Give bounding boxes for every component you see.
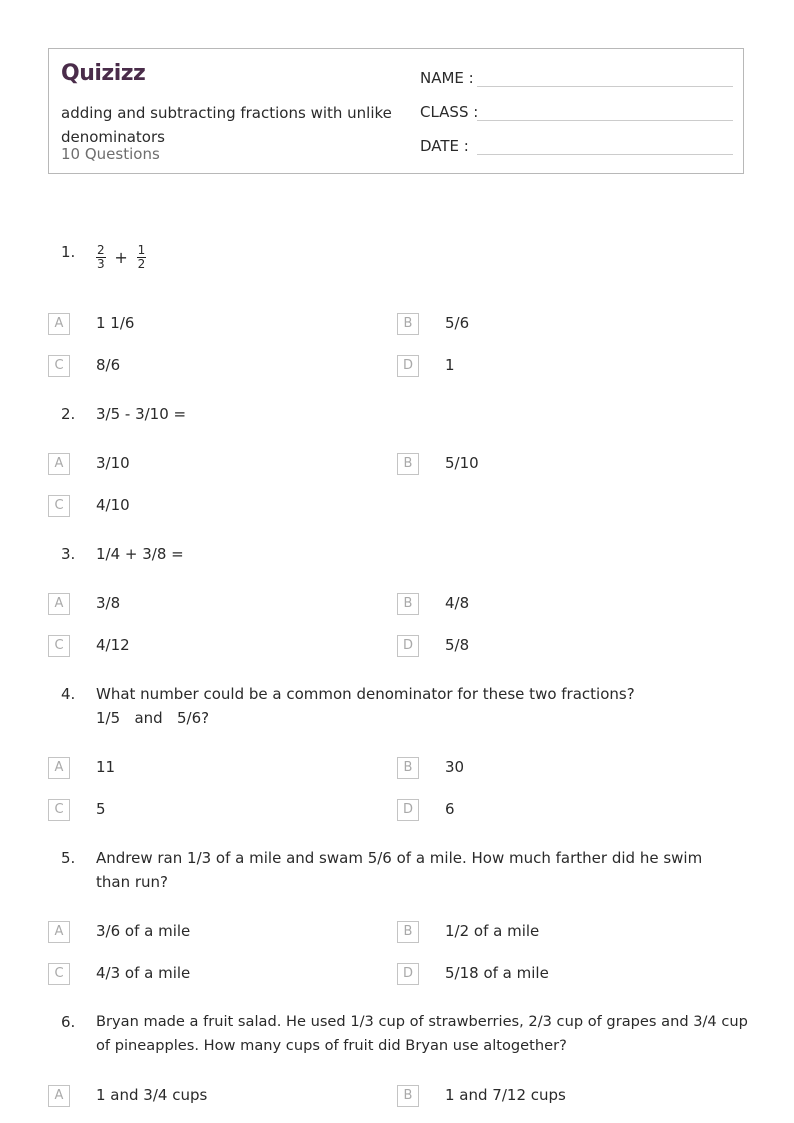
option-letter-box[interactable]: A [48,453,70,475]
name-line[interactable] [477,86,733,87]
option-text: 3/6 of a mile [96,922,191,940]
quizizz-logo [61,59,153,85]
denominator: 3 [97,257,105,271]
numerator: 2 [97,243,105,257]
answer-option[interactable] [48,635,348,659]
question-text: 3/5 - 3/10 = [96,405,187,423]
question-number: 6. [61,1013,76,1031]
question-count: 10 Questions [61,145,160,163]
svg-text:Quizizz: Quizizz [61,61,146,85]
answer-option[interactable] [397,921,697,945]
option-letter-box[interactable]: C [48,635,70,657]
option-text: 1 and 3/4 cups [96,1086,208,1104]
option-letter-box[interactable]: D [397,635,419,657]
option-text: 5/18 of a mile [445,964,549,982]
answer-option[interactable] [48,355,348,379]
answer-option[interactable] [48,593,348,617]
option-text: 1/2 of a mile [445,922,540,940]
option-text: 1 [445,356,455,374]
option-text: 5 [96,800,106,818]
date-field[interactable] [420,137,469,155]
answer-option[interactable] [397,757,697,781]
option-text: 3/8 [96,594,121,612]
option-text: 4/3 of a mile [96,964,191,982]
answer-option[interactable] [48,495,348,519]
question-expression [96,244,746,271]
option-text: 6 [445,800,455,818]
fraction [96,244,106,271]
option-letter-box[interactable]: B [397,757,419,779]
answer-option[interactable] [48,963,348,987]
question-number: 2. [61,405,76,423]
option-letter-box[interactable]: B [397,1085,419,1107]
name-field[interactable] [420,69,474,87]
question-number: 3. [61,545,76,563]
question-text: 1/4 + 3/8 = [96,545,184,563]
option-letter-box[interactable]: D [397,963,419,985]
option-letter-box[interactable]: B [397,313,419,335]
worksheet-title: adding and subtracting fractions with unlike denominators [61,104,392,146]
question-line: 1/5 and 5/6? [96,709,210,727]
denominator: 2 [137,257,146,271]
option-letter-box[interactable]: B [397,921,419,943]
option-text: 4/12 [96,636,130,654]
answer-option[interactable] [397,963,697,987]
numerator: 1 [137,243,146,257]
option-letter-box[interactable]: C [48,963,70,985]
answer-option[interactable] [48,921,348,945]
answer-option[interactable] [397,1085,697,1109]
question-number: 4. [61,685,76,703]
option-text: 5/6 [445,314,470,332]
answer-option[interactable] [48,313,348,337]
worksheet-header [48,48,744,174]
name-label: NAME : [420,69,474,87]
answer-option[interactable] [397,313,697,337]
option-letter-box[interactable]: A [48,1085,70,1107]
option-letter-box[interactable]: A [48,313,70,335]
date-label: DATE : [420,137,469,155]
option-letter-box[interactable]: D [397,355,419,377]
option-letter-box[interactable]: B [397,453,419,475]
question-number: 1. [61,243,76,261]
fraction [137,244,147,271]
answer-option[interactable] [48,757,348,781]
option-text: 11 [96,758,116,776]
answer-option[interactable] [397,355,697,379]
question-text [96,682,746,730]
option-text: 1 1/6 [96,314,135,332]
option-text: 4/10 [96,496,130,514]
option-text: 5/8 [445,636,470,654]
answer-option[interactable] [48,1085,348,1109]
answer-option[interactable] [397,635,697,659]
option-text: 5/10 [445,454,479,472]
answer-option[interactable] [397,799,697,823]
date-line[interactable] [477,154,733,155]
option-letter-box[interactable]: A [48,757,70,779]
question-line: What number could be a common denominator for these two fractions? [96,685,635,703]
option-text: 30 [445,758,465,776]
answer-option[interactable] [397,593,697,617]
question-number: 5. [61,849,76,867]
option-letter-box[interactable]: A [48,921,70,943]
option-letter-box[interactable]: A [48,593,70,615]
operator: + [114,247,128,267]
option-letter-box[interactable]: B [397,593,419,615]
option-letter-box[interactable]: C [48,799,70,821]
option-letter-box[interactable]: C [48,355,70,377]
option-text: 1 and 7/12 cups [445,1086,566,1104]
class-field[interactable] [420,103,478,121]
option-letter-box[interactable]: D [397,799,419,821]
question-text: Andrew ran 1/3 of a mile and swam 5/6 of a mile. How much farther did he swim than run? [96,849,703,891]
answer-option[interactable] [48,453,348,477]
answer-option[interactable] [397,453,697,477]
class-label: CLASS : [420,103,479,121]
class-line[interactable] [477,120,733,121]
option-text: 4/8 [445,594,470,612]
option-letter-box[interactable]: C [48,495,70,517]
option-text: 8/6 [96,356,121,374]
answer-option[interactable] [48,799,348,823]
question-text: Bryan made a fruit salad. He used 1/3 cup of strawberries, 2/3 cup of grapes and 3/4 cup of pineapples. How many cups of fruit did Bryan use altogether? [96,1013,748,1054]
option-text: 3/10 [96,454,130,472]
